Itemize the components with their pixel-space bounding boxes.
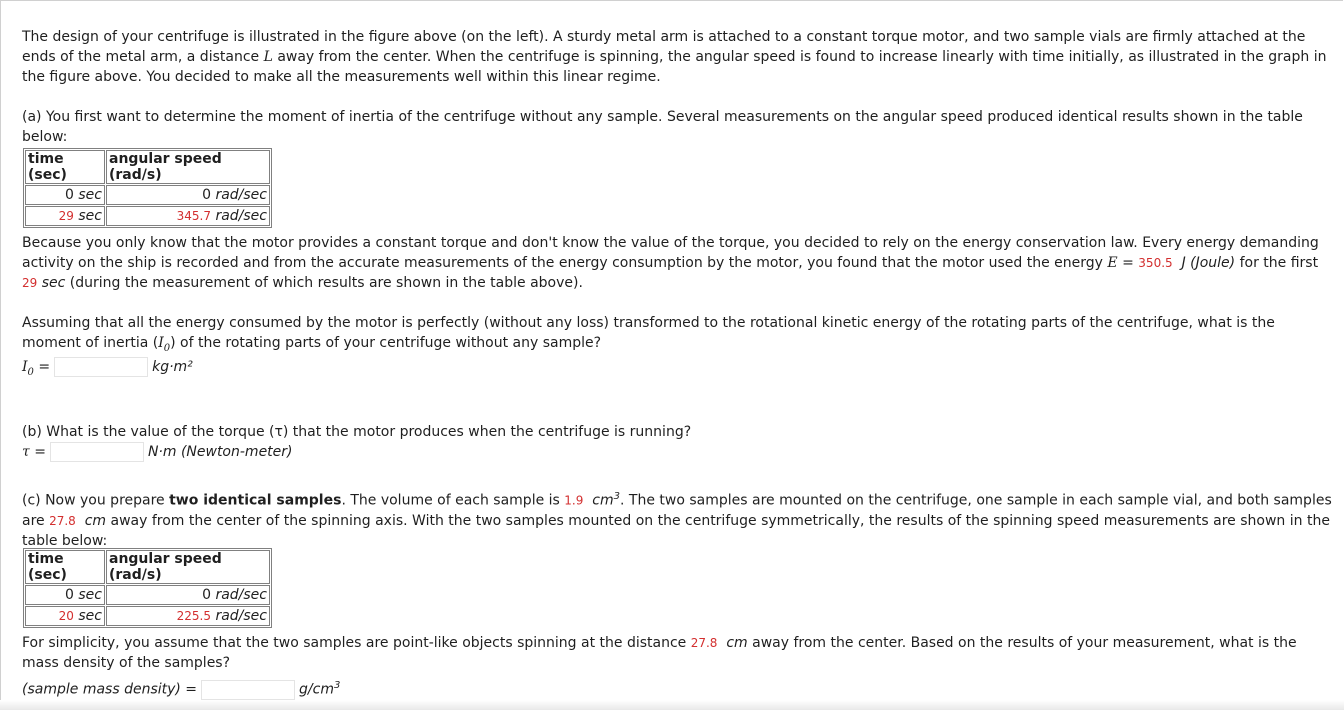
intro-paragraph: The design of your centrifuge is illustrated in the figure above (on the left). A sturdy metal arm is attached to a constant torque motor, and two sample vials are firmly attached at the ends of the metal arm, a distance L away from the center. When the centrifuge is spinning, the angular speed is found to increase linearly with time initially, as illustrated in the graph in the figure above. You decided to make all the measurements well within this linear regime. — [22, 29, 1327, 85]
answer-row-c: (sample mass density) = $g/cm^3$ — [22, 680, 341, 698]
speed-unit: rad/sec — [215, 608, 267, 624]
answer-unit-a: kg·m² — [152, 359, 193, 375]
table-header-row — [25, 550, 270, 584]
time-unit: sec — [78, 587, 102, 603]
answer-label-b: τ = — [22, 444, 46, 460]
distance-value: 27.8 — [49, 513, 76, 528]
energy-value: 350.5 — [1138, 256, 1173, 270]
speed-unit: rad/sec — [215, 208, 267, 224]
time-value: 0 — [65, 187, 74, 203]
part-c-paragraph: (c) Now you prepare two identical samples. The volume of each sample is 1.9 $cm^3$. The two samples are mounted on the centrifuge, one sample in each sample vial, and both samples are 27.8 cm away from the center of the spinning axis. With the two samples mounted on the centrifuge symmetrically, the results of the spinning speed measurements are shown in the table below: — [22, 491, 1332, 549]
volume-value: 1.9 — [564, 493, 584, 508]
mass-density-input[interactable] — [201, 680, 295, 700]
speed-value: 225.5 — [176, 609, 211, 623]
speed-value: 0 — [202, 187, 211, 203]
energy-time: 29 — [22, 276, 38, 290]
table-row — [25, 585, 270, 605]
bottom-fade — [0, 700, 1344, 710]
answer-label-c: (sample mass density) = — [22, 681, 198, 698]
table-header-row — [25, 150, 270, 184]
part-b-question: (b) What is the value of the torque (τ) that the motor produces when the centrifuge is running? — [22, 424, 692, 440]
col-header-time: time (sec) — [25, 550, 105, 584]
moment-of-inertia-input[interactable] — [54, 357, 148, 377]
table-a — [23, 148, 272, 228]
col-header-speed: angular speed (rad/s) — [106, 150, 270, 184]
answer-row-b — [22, 442, 1334, 462]
part-a-question: (a) You first want to determine the moment of inertia of the centrifuge without any sample. Several measurements on the angular speed produced identical results shown in the table below: — [22, 109, 1303, 145]
table-c — [23, 548, 272, 628]
col-header-speed: angular speed (rad/s) — [106, 550, 270, 584]
table-row — [25, 185, 270, 205]
speed-value: 0 — [202, 587, 211, 603]
final-paragraph: For simplicity, you assume that the two samples are point-like objects spinning at the distance 27.8 cm away from the center. Based on the results of your measurement, what is the mass density of the samples? — [22, 635, 1297, 671]
speed-unit: rad/sec — [215, 587, 267, 603]
answer-unit-c: g/cm — [299, 681, 334, 698]
time-value: 29 — [58, 209, 74, 223]
speed-value: 345.7 — [176, 209, 211, 223]
time-value: 20 — [58, 609, 74, 623]
final-distance-value: 27.8 — [690, 636, 718, 650]
energy-paragraph: Because you only know that the motor provides a constant torque and don't know the value of the torque, you decided to rely on the energy conservation law. Every energy demanding activity on the ship is recorded and from the accurate measurements of the energy consumption by the motor, you found that the motor used the energy E = 350.5 J (Joule) for the first 29 sec (during the measurement of which results are shown in the table above). — [22, 235, 1319, 291]
torque-input[interactable] — [50, 442, 144, 462]
answer-label-a: I — [22, 359, 28, 375]
table-row — [25, 206, 270, 226]
table-row — [25, 606, 270, 626]
speed-unit: rad/sec — [215, 187, 267, 203]
answer-unit-b: N·m (Newton-meter) — [147, 444, 293, 460]
time-value: 0 — [65, 587, 74, 603]
answer-row-a: $I_0 = kg\cdot m^2$ — [22, 359, 193, 378]
col-header-time: time (sec) — [25, 150, 105, 184]
time-unit: sec — [78, 208, 102, 224]
time-unit: sec — [78, 187, 102, 203]
assume-paragraph: Assuming that all the energy consumed by the motor is perfectly (without any loss) transformed to the rotational kinetic energy of the rotating parts of the centrifuge, what is the moment of inertia $(I_0)$ of the rotating parts of your centrifuge without any sample? — [22, 315, 1275, 354]
time-unit: sec — [78, 608, 102, 624]
